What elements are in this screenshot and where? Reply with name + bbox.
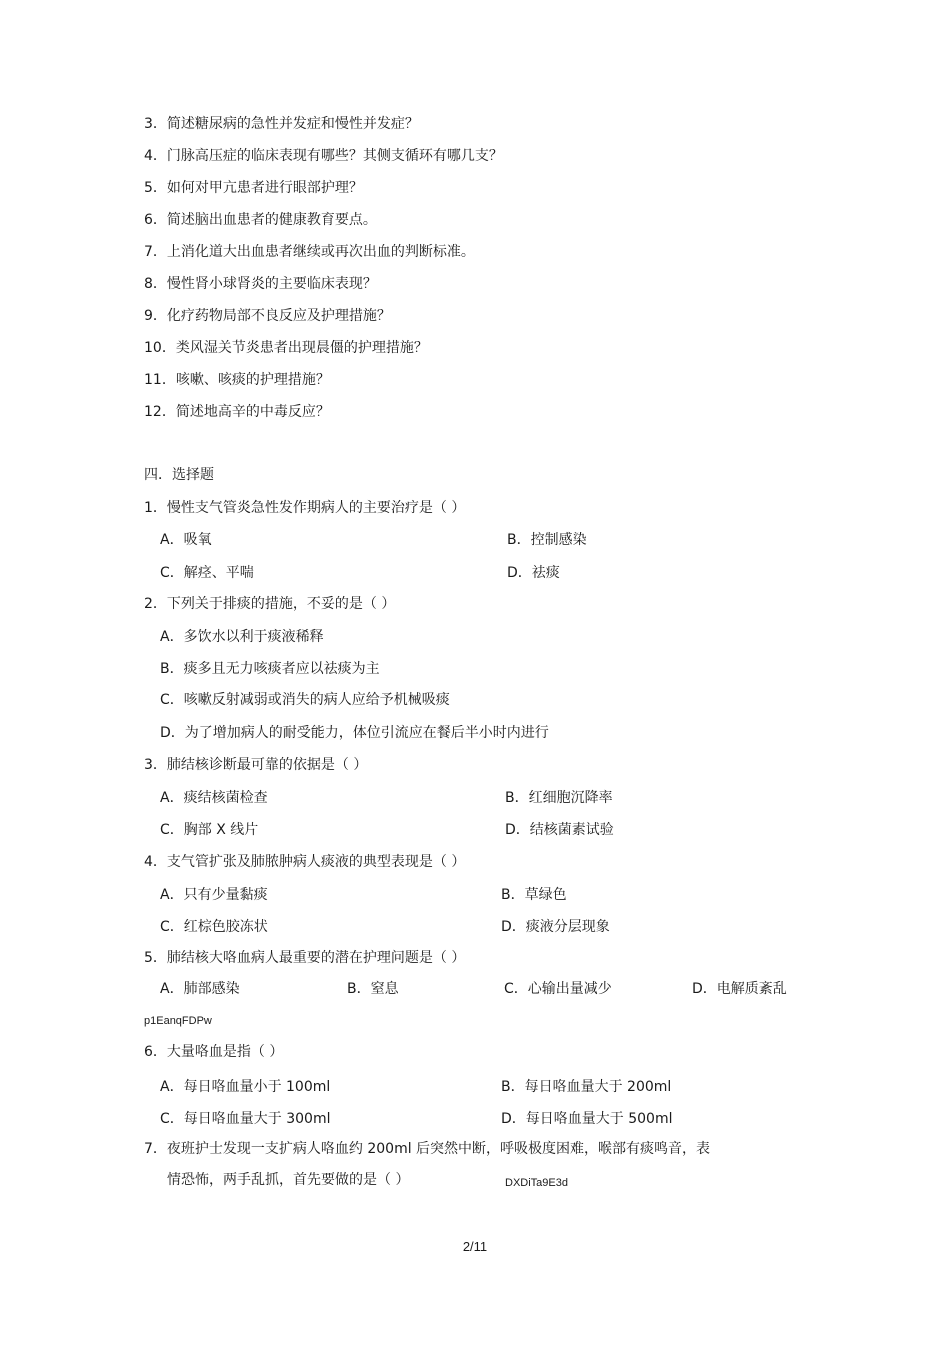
q1-option-c: C．解痉、平喘	[160, 565, 254, 581]
short-answer-8: 8．慢性肾小球肾炎的主要临床表现？	[144, 276, 377, 292]
q7-stem-line2: 情恐怖，两手乱抓，首先要做的是（ ）	[167, 1172, 410, 1188]
q4-option-a: A．只有少量黏痰	[160, 887, 268, 903]
short-answer-3: 3．简述糖尿病的急性并发症和慢性并发症？	[144, 116, 419, 132]
q2-option-b: B．痰多且无力咳痰者应以祛痰为主	[160, 661, 380, 677]
q5-option-d: D．电解质紊乱	[692, 981, 787, 997]
q3-option-c: C．胸部 X 线片	[160, 822, 259, 838]
q4-option-d: D．痰液分层现象	[501, 919, 610, 935]
q6-option-d: D．每日咯血量大于 500ml	[501, 1111, 673, 1127]
q2-option-d: D．为了增加病人的耐受能力，体位引流应在餐后半小时内进行	[160, 725, 549, 741]
q1-stem: 1．慢性支气管炎急性发作期病人的主要治疗是（ ）	[144, 500, 466, 516]
page-number: 2/11	[462, 1239, 488, 1254]
q6-stem: 6．大量咯血是指（ ）	[144, 1044, 284, 1060]
short-answer-6: 6．简述脑出血患者的健康教育要点。	[144, 212, 377, 228]
q3-option-d: D．结核菌素试验	[505, 822, 614, 838]
q2-stem: 2．下列关于排痰的措施，不妥的是（ ）	[144, 596, 396, 612]
short-answer-4: 4．门脉高压症的临床表现有哪些？其侧支循环有哪几支？	[144, 148, 503, 164]
q6-option-b: B．每日咯血量大于 200ml	[501, 1079, 672, 1095]
q5-option-a: A．肺部感染	[160, 981, 240, 997]
q1-option-b: B．控制感染	[507, 532, 587, 548]
short-answer-5: 5．如何对甲亢患者进行眼部护理？	[144, 180, 363, 196]
short-answer-7: 7．上消化道大出血患者继续或再次出血的判断标准。	[144, 244, 475, 260]
watermark-code-2: DXDiTa9E3d	[505, 1177, 568, 1189]
q5-option-b: B．窒息	[347, 981, 399, 997]
q3-option-b: B．红细胞沉降率	[505, 790, 613, 806]
q4-stem: 4．支气管扩张及肺脓肿病人痰液的典型表现是（ ）	[144, 854, 466, 870]
short-answer-11: 11．咳嗽、咳痰的护理措施？	[144, 372, 330, 388]
short-answer-9: 9．化疗药物局部不良反应及护理措施？	[144, 308, 391, 324]
q5-option-c: C．心输出量减少	[504, 981, 612, 997]
short-answer-12: 12．简述地高辛的中毒反应？	[144, 404, 330, 420]
q4-option-c: C．红棕色胶冻状	[160, 919, 268, 935]
q6-option-c: C．每日咯血量大于 300ml	[160, 1111, 331, 1127]
q6-option-a: A．每日咯血量小于 100ml	[160, 1079, 331, 1095]
watermark-code-1: p1EanqFDPw	[144, 1015, 212, 1027]
q2-option-a: A．多饮水以利于痰液稀释	[160, 629, 324, 645]
q5-stem: 5．肺结核大咯血病人最重要的潜在护理问题是（ ）	[144, 950, 466, 966]
q3-option-a: A．痰结核菌检查	[160, 790, 268, 806]
section-title: 四．选择题	[144, 467, 214, 483]
q2-option-c: C．咳嗽反射减弱或消失的病人应给予机械吸痰	[160, 692, 450, 708]
short-answer-10: 10．类风湿关节炎患者出现晨僵的护理措施？	[144, 340, 428, 356]
q1-option-d: D．祛痰	[507, 565, 560, 581]
q4-option-b: B．草绿色	[501, 887, 567, 903]
q1-option-a: A．吸氧	[160, 532, 212, 548]
q3-stem: 3．肺结核诊断最可靠的依据是（ ）	[144, 757, 368, 773]
q7-stem-line1: 7．夜班护士发现一支扩病人咯血约 200ml 后突然中断，呼吸极度困难，喉部有痰鸣音，表	[144, 1141, 711, 1157]
